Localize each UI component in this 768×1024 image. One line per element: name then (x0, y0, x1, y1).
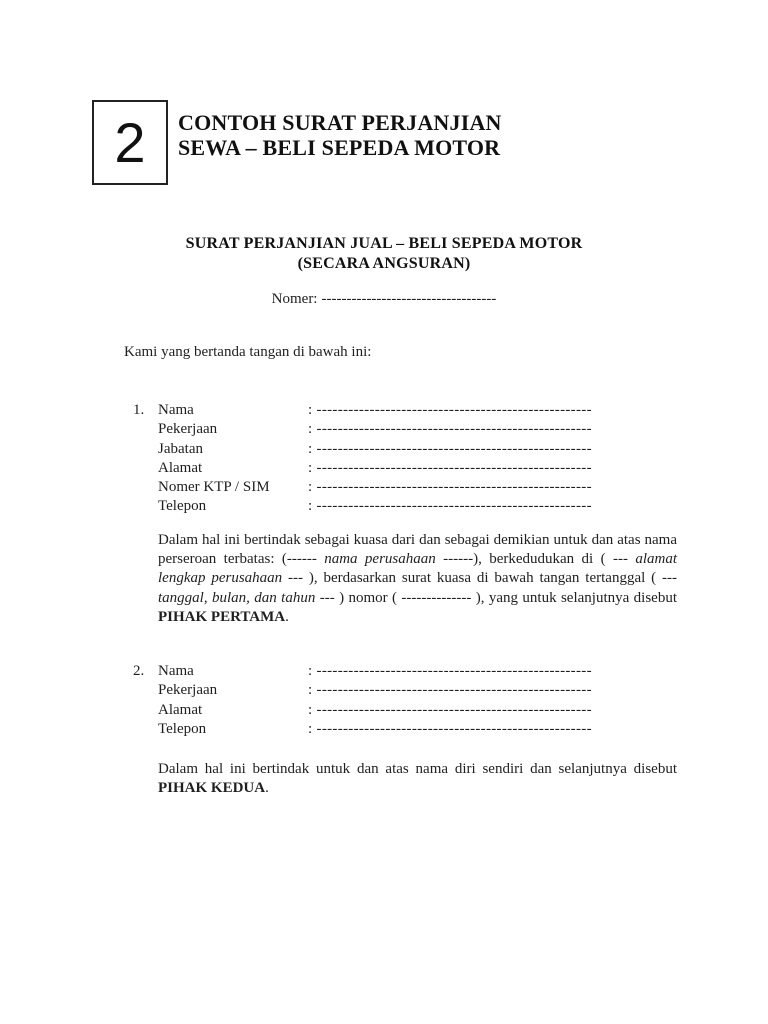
party2-description: Dalam hal ini bertindak untuk dan atas nama diri sendiri dan selanjutnya disebut PIHAK KEDUA. (158, 761, 677, 797)
field-label-telepon: Telepon (158, 498, 207, 515)
field-label-ktp-sim: Nomer KTP / SIM (158, 479, 270, 496)
contract-title-line2: (SECARA ANGSURAN) (297, 255, 471, 272)
field-blank-nama: : ---------------------------------------------------- (308, 663, 592, 679)
field-blank-pekerjaan: : ---------------------------------------------------- (308, 682, 592, 699)
field-blank-jabatan: : ---------------------------------------------------- (308, 440, 592, 457)
field-row (158, 459, 592, 478)
field-row (158, 440, 592, 459)
chapter-header (92, 100, 502, 185)
field-row (158, 401, 592, 420)
field-row (158, 720, 592, 739)
field-blank-telepon: : ---------------------------------------------------- (308, 720, 592, 737)
field-label-pekerjaan: Pekerjaan (158, 682, 218, 699)
chapter-number: 2 (114, 110, 146, 174)
field-blank-alamat: : ---------------------------------------------------- (308, 459, 592, 476)
party1-section (133, 401, 592, 517)
party1-fields (158, 401, 592, 517)
field-blank-alamat: : ---------------------------------------------------- (308, 701, 592, 718)
field-row (158, 420, 592, 439)
chapter-title-line2: SEWA – BELI SEPEDA MOTOR (178, 135, 501, 160)
intro-text: Kami yang bertanda tangan di bawah ini: (124, 344, 372, 360)
field-row (158, 478, 592, 497)
contract-title (0, 234, 768, 274)
chapter-title-line1: CONTOH SURAT PERJANJIAN (178, 110, 502, 135)
field-blank-ktp-sim: : ---------------------------------------------------- (308, 479, 592, 496)
contract-title-line1: SURAT PERJANJIAN JUAL – BELI SEPEDA MOTOR (185, 235, 583, 252)
contract-number-line (0, 290, 768, 309)
party2-list-number: 2. (133, 663, 145, 679)
field-row (158, 662, 592, 681)
party1-list-number: 1. (133, 402, 145, 418)
field-label-nama: Nama (158, 402, 194, 418)
field-label-telepon: Telepon (158, 720, 207, 737)
chapter-title (178, 100, 502, 160)
party2-fields (158, 662, 592, 739)
field-label-alamat: Alamat (158, 459, 203, 476)
chapter-number-box (92, 100, 168, 185)
field-label-alamat: Alamat (158, 701, 203, 718)
party2-section (133, 662, 592, 739)
field-blank-nama: : ---------------------------------------------------- (308, 402, 592, 418)
field-label-jabatan: Jabatan (158, 440, 203, 457)
field-row (158, 497, 592, 516)
party1-description: Dalam hal ini bertindak sebagai kuasa dari dan sebagai demikian untuk dan atas nama perseroan terbatas: (------ nama perusahaan ------), berkedudukan di ( --- alamat lengkap perusahaan --- ), berdasarkan surat kuasa di bawah tangan tertanggal ( --- tanggal, bulan, dan tahun --- ) nomor ( -------------- ), yang untuk selanjutnya disebut PIHAK PERTAMA. (158, 532, 677, 625)
contract-number-label: Nomer: (271, 291, 318, 307)
field-blank-pekerjaan: : ---------------------------------------------------- (308, 421, 592, 438)
field-blank-telepon: : ---------------------------------------------------- (308, 498, 592, 515)
contract-number-blank: ----------------------------------- (321, 291, 497, 307)
field-row (158, 701, 592, 720)
field-label-nama: Nama (158, 663, 194, 679)
field-row (158, 681, 592, 700)
field-label-pekerjaan: Pekerjaan (158, 421, 218, 438)
